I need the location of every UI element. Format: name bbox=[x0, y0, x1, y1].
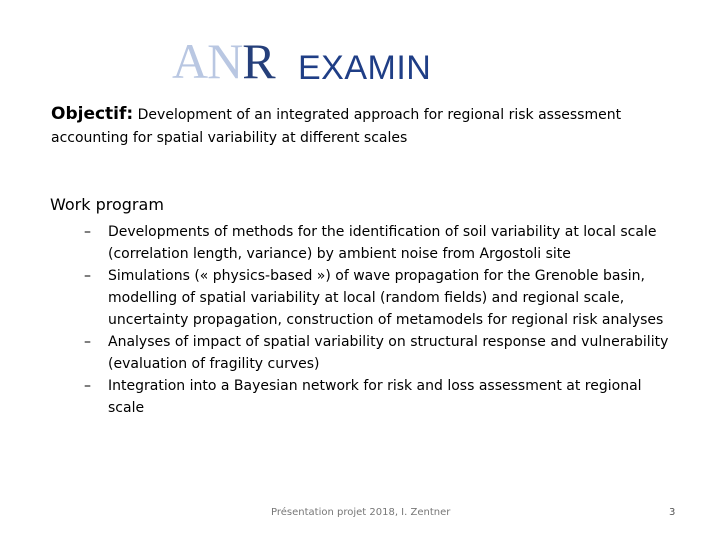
list-item-text: Analyses of impact of spatial variability on structural response and vulnerability (evaluation of fragility curves) bbox=[108, 334, 669, 372]
objective-label: Objectif: bbox=[51, 104, 134, 124]
page-number: 3 bbox=[669, 507, 676, 518]
dash-bullet: – bbox=[84, 268, 91, 284]
anr-logo: ANR bbox=[172, 33, 275, 89]
list-item bbox=[80, 375, 680, 419]
objective-text: Development of an integrated approach for regional risk assessment accounting for spatial variability at different scales bbox=[51, 107, 622, 146]
footer-text: Présentation projet 2018, I. Zentner bbox=[271, 507, 451, 518]
list-item-text: Developments of methods for the identification of soil variability at local scale (correlation length, variance) by ambient noise from Argostoli site bbox=[108, 224, 657, 262]
list-item-text: Integration into a Bayesian network for risk and loss assessment at regional scale bbox=[108, 378, 642, 416]
dash-bullet: – bbox=[84, 224, 91, 240]
work-program-title: Work program bbox=[50, 195, 164, 214]
list-item-text: Simulations (« physics-based ») of wave propagation for the Grenoble basin, modelling of spatial variability at local (random fields) and regional scale, uncertainty propagation, construction of metamodels for regional risk analyses bbox=[108, 268, 664, 328]
list-item bbox=[80, 331, 680, 375]
project-title: EXAMIN bbox=[298, 49, 432, 87]
list-item bbox=[80, 265, 680, 331]
dash-bullet: – bbox=[84, 378, 91, 394]
objective-block bbox=[51, 103, 671, 150]
work-program-list bbox=[80, 221, 680, 419]
list-item bbox=[80, 221, 680, 265]
dash-bullet: – bbox=[84, 334, 91, 350]
